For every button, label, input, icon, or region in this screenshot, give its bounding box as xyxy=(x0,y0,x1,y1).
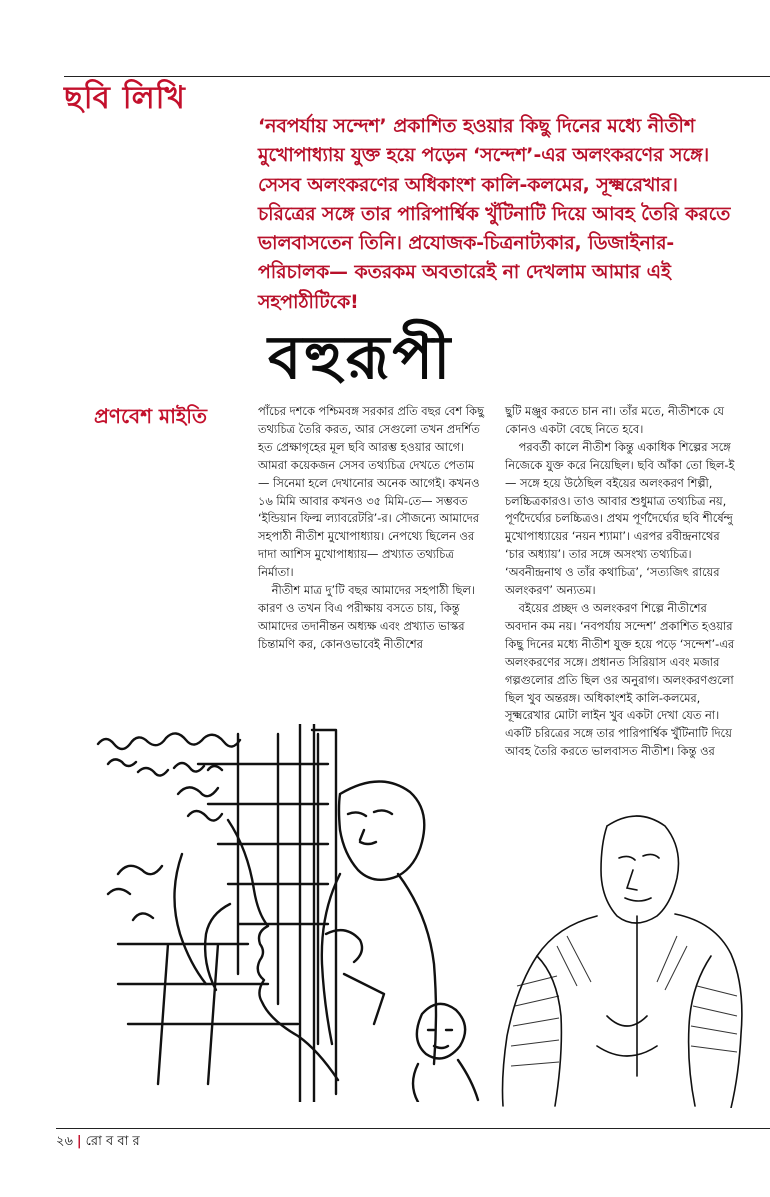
paragraph: নীতীশ মাত্র দু’টি বছর আমাদের সহপাঠী ছিল। কারণ ও তখন বিএ পরীক্ষায় বসতে চায়, কিন্তু আমাদের তদানীন্তন অধ্যক্ষ এবং প্রখ্যাত ভাস্কর চিন্তামণি কর, কোনওভাবেই নীতীশের xyxy=(258,583,475,651)
paragraph: পাঁচের দশকে পশ্চিমবঙ্গ সরকার প্রতি বছর বেশ কিছু তথ্যচিত্র তৈরি করত, আর সেগুলো তখন প্রদর্শিত হত প্রেক্ষাগৃহের মূল ছবি আরম্ভ হওয়ার আগে। আমরা কয়েকজন সেসব তথ্যচিত্র দেখতে পেতাম— সিনেমা হলে দেখানোর অনেক আগেই। কখনও ১৬ মিমি আবার কখনও ৩৫ মিমি-তে— সম্ভবত ‘ইন্ডিয়ান ফিল্ম ল্যাবরেটরি’-র। সৌজন্যে আমাদের সহপাঠী নীতীশ মুখোপাধ্যায়। নেপথ্যে ছিলেন ওর দাদা আশিস মুখোপাধ্যায়— প্রখ্যাত তথ্যচিত্র নির্মাতা। xyxy=(258,404,484,580)
bottom-rule xyxy=(56,1128,770,1129)
text-column-1 xyxy=(258,403,484,654)
magazine-name: রো ব বা র xyxy=(85,1134,140,1149)
line-illustration-woman-at-door xyxy=(78,724,500,1102)
article-headline: বহুরূপী xyxy=(268,323,454,393)
text-column-2 xyxy=(505,403,742,761)
article-deck: ‘নবপর্যায় সন্দেশ’ প্রকাশিত হওয়ার কিছু দিনের মধ্যে নীতীশ মুখোপাধ্যায় যুক্ত হয়ে পড়েন ‘সন্দেশ’-এর অলংকরণের সঙ্গে। সেসব অলংকরণের অধিকাংশ কালি-কলমের, সূক্ষ্মরেখার। চরিত্রের সঙ্গে তার পারিপার্শ্বিক খুঁটিনাটি দিয়ে আবহ তৈরি করতে ভালবাসতেন তিনি। প্রযোজক-চিত্রনাট্যকার, ডিজাইনার-পরিচালক— কতরকম অবতারেই না দেখলাম আমার এই সহপাঠীটিকে! xyxy=(258,116,731,313)
author-byline: প্রণবেশ মাইতি xyxy=(94,404,208,428)
paragraph: ছুটি মঞ্জুর করতে চান না। তাঁর মতে, নীতীশকে যে কোনও একটা বেছে নিতে হবে। xyxy=(505,404,724,436)
page-footer xyxy=(56,1133,140,1151)
section-label: ছবি লিখি xyxy=(64,80,186,116)
paragraph: পরবর্তী কালে নীতীশ কিন্তু একাধিক শিল্পের সঙ্গে নিজেকে যুক্ত করে নিয়েছিল। ছবি আঁকা তো ছিল-ই— সঙ্গে হয়ে উঠেছিল বইয়ের অলংকরণ শিল্পী, চলচ্চিত্রকারও। তাও আবার শুধুমাত্র তথ্যচিত্র নয়, পূর্ণদৈর্ঘ্যের চলচ্চিত্রও। প্রথম পূর্ণদৈর্ঘ্যের ছবি শীর্ষেন্দু মুখোপাধ্যায়ের ‘নয়ন শ্যামা’। এরপর রবীন্দ্রনাথের ‘চার অধ্যায়’। তার সঙ্গে অসংখ্য তথ্যচিত্র। ‘অবনীন্দ্রনাথ ও তাঁর কথাচিত্র’, ‘সত্যজিৎ রায়ের অলংকরণ’ অন্যতম। xyxy=(505,439,735,598)
page-number: ২৬ xyxy=(56,1134,73,1149)
footer-separator: | xyxy=(76,1134,82,1149)
top-rule xyxy=(64,76,770,77)
ink-illustration-old-man xyxy=(497,806,749,1108)
paragraph: বইয়ের প্রচ্ছদ ও অলংকরণ শিল্পে নীতীশের অবদান কম নয়। ‘নবপর্যায় সন্দেশ’ প্রকাশিত হওয়ার কিছু দিনের মধ্যে নীতীশ যুক্ত হয়ে পড়ে ‘সন্দেশ’-এর অলংকরণের সঙ্গে। প্রধানত সিরিয়াস এবং মজার গল্পগুলোর প্রতি ছিল ওর অনুরাগ। অলংকরণগুলো ছিল খুব অন্তরঙ্গ। অধিকাংশই কালি-কলমের, সূক্ষ্মরেখার মোটা লাইন খুব একটা দেখা যেত না। একটি চরিত্রের সঙ্গে তার পারিপার্শ্বিক খুঁটিনাটি দিয়ে আবহ তৈরি করতে ভালবাসত নীতীশ। কিন্তু ওর xyxy=(505,600,735,759)
